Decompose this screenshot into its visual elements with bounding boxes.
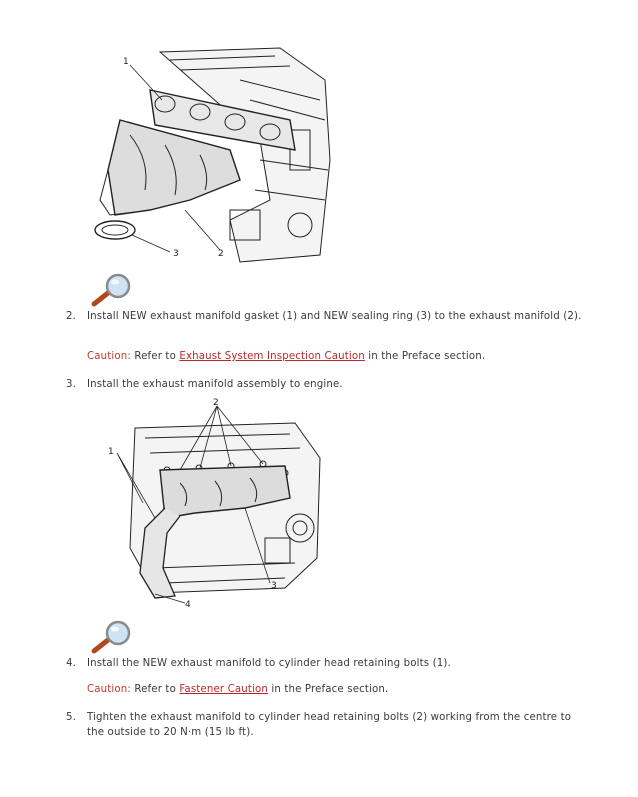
- step-item: [66, 377, 586, 392]
- caution-prefix: Refer to: [134, 351, 176, 362]
- caution-suffix: in the Preface section.: [271, 684, 389, 695]
- caution-note: [87, 682, 587, 697]
- caution-note: [87, 349, 587, 364]
- caution-label: Caution:: [87, 351, 131, 362]
- step-item: [66, 309, 586, 324]
- caution-link[interactable]: Exhaust System Inspection Caution: [179, 351, 365, 362]
- step-number: 4.: [66, 658, 77, 669]
- callout-3: 3: [271, 581, 277, 591]
- caution-label: Caution:: [87, 684, 131, 695]
- step-text: Tighten the exhaust manifold to cylinder head retaining bolts (2) working from the centre to the outside to 20 N·m (15 lb ft).: [87, 712, 572, 738]
- step-text: Install the exhaust manifold assembly to engine.: [87, 379, 343, 390]
- step-text: Install the NEW exhaust manifold to cylinder head retaining bolts (1).: [87, 658, 451, 669]
- figure-manifold-installation: [95, 398, 325, 610]
- magnifier-icon[interactable]: [90, 619, 136, 655]
- caution-prefix: Refer to: [134, 684, 176, 695]
- step-number: 2.: [66, 311, 77, 322]
- callout-1: 1: [123, 57, 129, 67]
- step-text: Install NEW exhaust manifold gasket (1) and NEW sealing ring (3) to the exhaust manifold (2).: [87, 311, 582, 322]
- step-number: 5.: [66, 712, 77, 723]
- callout-2: 2: [218, 249, 224, 259]
- step-number: 3.: [66, 379, 77, 390]
- magnifier-icon[interactable]: [90, 272, 136, 308]
- step-item: [66, 710, 586, 740]
- step-item: [66, 656, 586, 671]
- callout-1: 1: [108, 447, 114, 457]
- figure-exhaust-manifold-gasket: [90, 40, 340, 270]
- callout-4: 4: [185, 600, 191, 610]
- caution-suffix: in the Preface section.: [368, 351, 486, 362]
- caution-link[interactable]: Fastener Caution: [179, 684, 268, 695]
- callout-3: 3: [173, 249, 179, 259]
- callout-2: 2: [213, 398, 219, 408]
